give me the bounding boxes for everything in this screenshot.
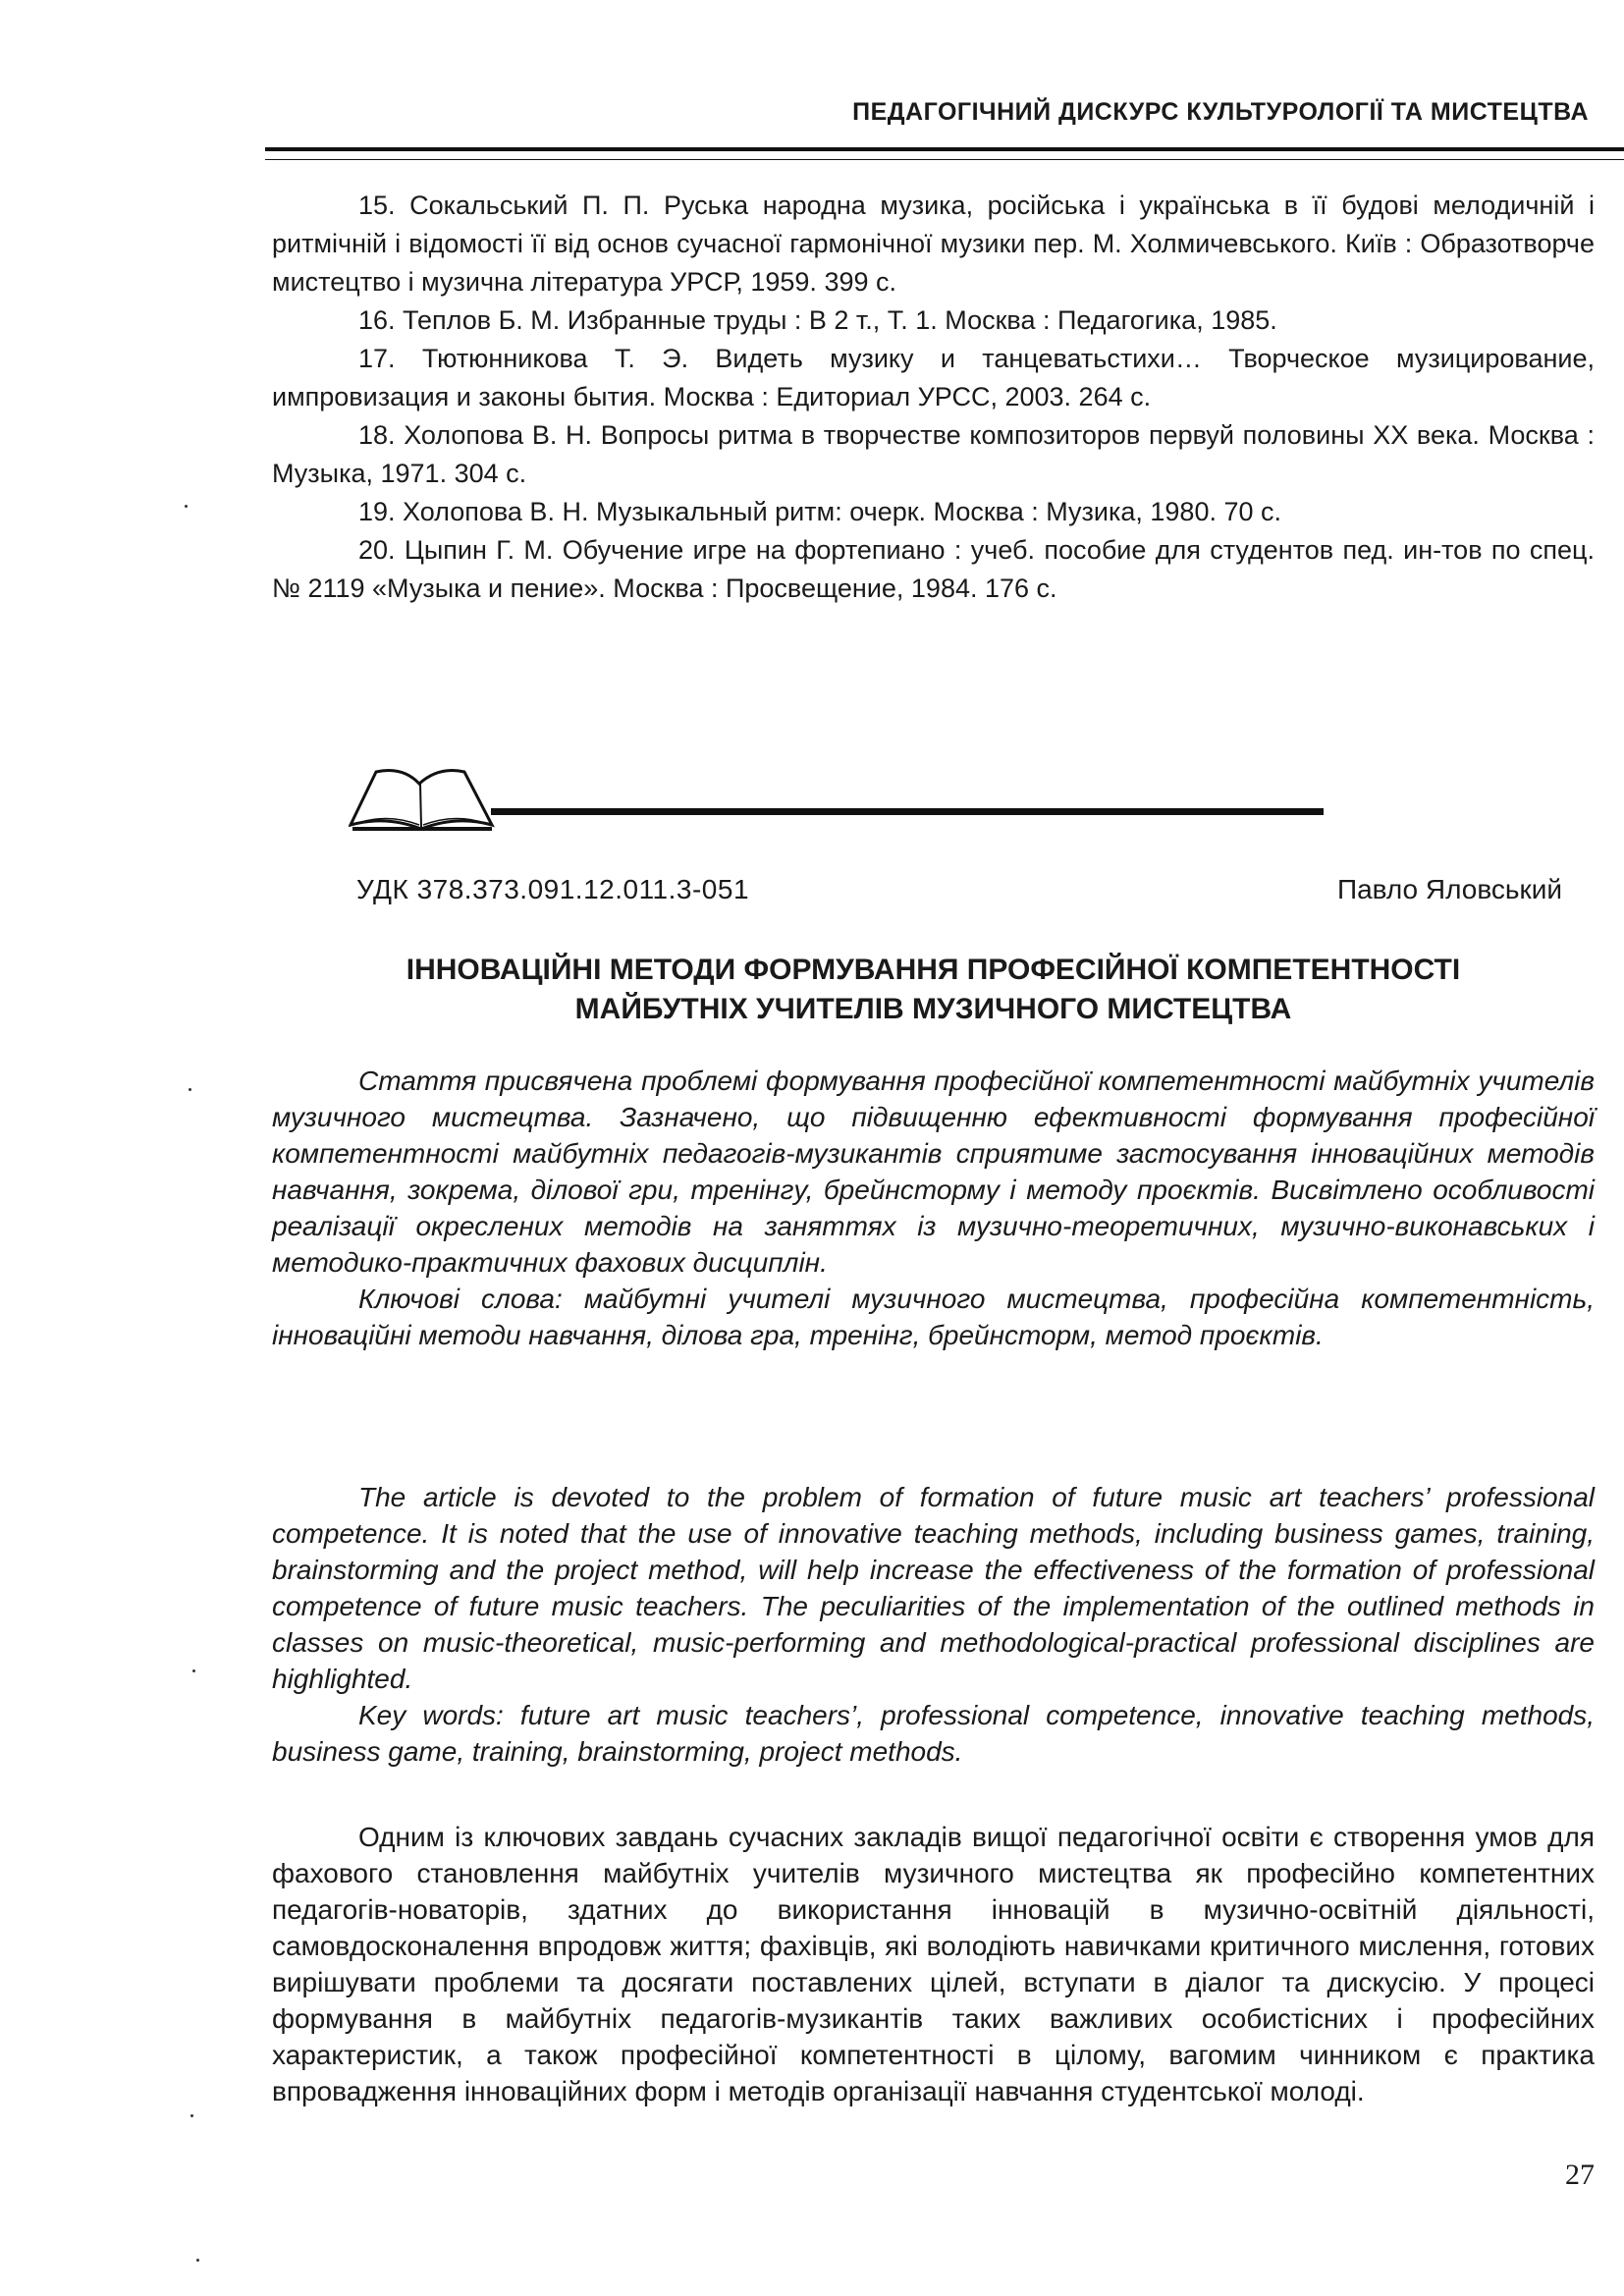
running-head: ПЕДАГОГІЧНИЙ ДИСКУРС КУЛЬТУРОЛОГІЇ ТА МИСТЕЦТВА (852, 98, 1589, 126)
open-book-icon (349, 764, 496, 833)
scan-speck (196, 2259, 199, 2262)
abstract-text: Стаття присвячена проблемі формування професійної компетентності майбутніх учителів музичного мистецтва. Зазначено, що підвищенню ефективності формування професійної компетентності майбутніх педагогів-музикантів сприятиме застосування інноваційних методів навчання, зокрема, ділової гри, тренінгу, брейнстормy і методу проєктів. Висвітлено особливості реалізації окреслених методів на заняттях із музично-теоретичних, музично-виконавських і методико-практичних фахових дисциплін. (272, 1066, 1595, 1278)
abstract-ukrainian (272, 1063, 1595, 1353)
reference-item: 19. Холопова В. Н. Музыкальный ритм: очерк. Москва : Музика, 1980. 70 с. (358, 497, 1282, 526)
abstract-english (272, 1479, 1595, 1770)
header-rule (265, 147, 1624, 160)
scan-speck (190, 2114, 193, 2117)
scan-speck (189, 1088, 191, 1091)
keywords-text: Ключові слова: майбутні учителі музичного мистецтва, професійна компетентність, інноваційні методи навчання, ділова гра, тренінг, брейнсторм, метод проєктів. (272, 1284, 1595, 1350)
reference-item: 17. Тютюнникова Т. Э. Видеть музику и танцеватьстихи… Творческое музицирование, импровизация и законы бытия. Москва : Едиториал УРСС, 2003. 264 с. (272, 344, 1595, 411)
section-divider (491, 808, 1324, 815)
article-title (272, 951, 1595, 1029)
page-number: 27 (1565, 2159, 1595, 2191)
article-body (272, 1819, 1595, 2109)
reference-item: 18. Холопова В. Н. Вопросы ритма в творчестве композиторов первуй половины ХХ века. Москва : Музыка, 1971. 304 с. (272, 420, 1595, 488)
udc-code: УДК 378.373.091.12.011.3-051 (356, 874, 750, 904)
keywords-text: Key words: future art music teachers’, professional competence, innovative teaching methods, business game, training, brainstorming, project methods. (272, 1700, 1595, 1767)
scan-speck (192, 1669, 195, 1672)
reference-list (272, 187, 1595, 608)
author-name: Павло Яловський (1336, 874, 1562, 904)
reference-item: 16. Теплов Б. М. Избранные труды : В 2 т., Т. 1. Москва : Педагогика, 1985. (358, 305, 1277, 335)
body-paragraph: Одним із ключових завдань сучасних закладів вищої педагогічної освіти є створення умов для фахового становлення майбутніх учителів музичного мистецтва як професійно компетентних педагогів-новаторів, здатних до використання інновацій в музично-освітній діяльності, самовдосконалення впродовж життя; фахівців, які володіють навичками критичного мислення, готових вирішувати проблеми та досягати поставлених цілей, вступати в діалог та дискусію. У процесі формування в майбутніх педагогів-музикантів таких важливих особистісних і професійних характеристик, а також професійної компетентності в цілому, вагомим чинником є практика впровадження інноваційних форм і методів організації навчання студентської молоді. (272, 1822, 1595, 2106)
reference-item: 15. Сокальський П. П. Руська народна музика, російська і українська в її будові мелодичній і ритмічній і відомості її від основ сучасної гармонічної музики пер. М. Холмичевського. Київ : Образотворче мистецтво і музична література УРСР, 1959. 399 с. (272, 191, 1595, 297)
title-line: ІННОВАЦІЙНІ МЕТОДИ ФОРМУВАННЯ ПРОФЕСІЙНОЇ КОМПЕТЕНТНОСТІ (406, 954, 1461, 986)
scan-speck (185, 505, 188, 508)
reference-item: 20. Цыпин Г. М. Обучение игре на фортепиано : учеб. пособие для студентов пед. ин-тов по спец. № 2119 «Музыка и пение». Москва : Просвещение, 1984. 176 с. (272, 535, 1595, 603)
abstract-text: The article is devoted to the problem of formation of future music art teachers’ professional competence. It is noted that the use of innovative teaching methods, including business games, training, brainstorming and the project method, will help increase the effectiveness of the formation of professional competence of future music teachers. The peculiarities of the implementation of the outlined methods in classes on music-theoretical, music-performing and methodological-practical professional disciplines are highlighted. (272, 1482, 1595, 1694)
title-line: МАЙБУТНІХ УЧИТЕЛІВ МУЗИЧНОГО МИСТЕЦТВА (574, 993, 1292, 1025)
